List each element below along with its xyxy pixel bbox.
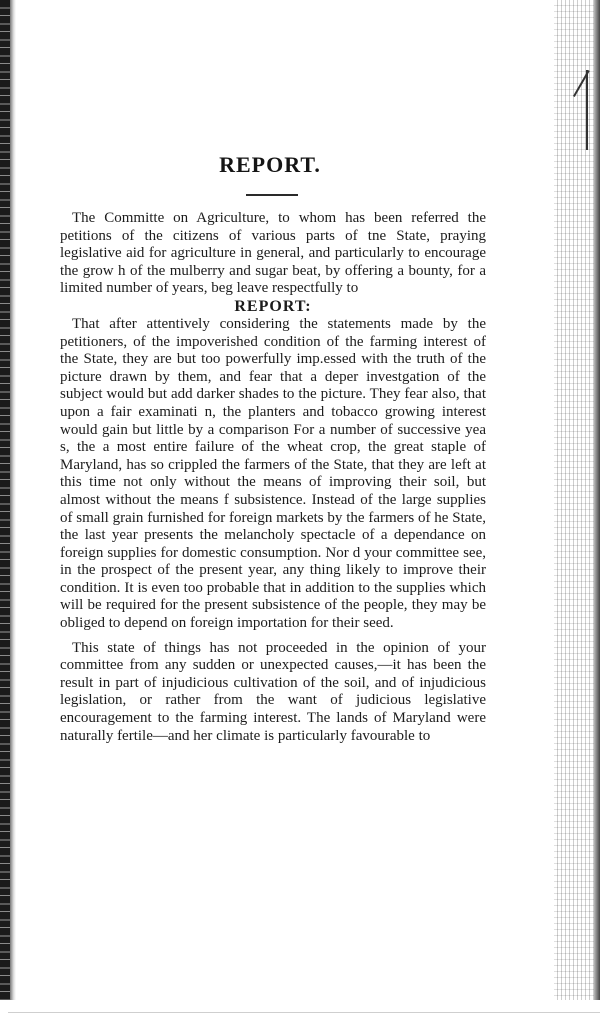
report-subheading: REPORT:: [234, 297, 312, 315]
title-rule: [246, 194, 298, 196]
scan-border: [594, 0, 600, 1000]
binding-edge: [0, 0, 10, 1000]
report-body: [60, 210, 486, 745]
intro-paragraph: The Committe on Agriculture, to whom has been referred the petitions of the citizens of various parts of tne State, praying legislative aid for agriculture in general, and particularly to encourage the grow h of the mulberry and sugar beat, by offering a bounty, for a limited number of years, beg leave respectfully to: [60, 210, 486, 297]
body-paragraph-2: This state of things has not proceeded in the opinion of your committee from any sudden or unexpected causes,—it has been the result in part of injudicious cultivation of the soil, and of injudicious legislation, or rather from the want of judicious legislative encouragement to the farming interest. The lands of Maryland were naturally fertile—and her climate is particularly favourable to: [60, 639, 486, 744]
margin-mark: [564, 70, 588, 150]
binding-shadow: [10, 0, 16, 1000]
scan-bottom-edge: [8, 1012, 600, 1013]
page-title: REPORT.: [219, 152, 321, 177]
body-paragraph-1: That after attentively considering the statements made by the petitioners, of the impoverished condition of the farming interest of the State, they are but too powerfully imp.essed with the truth of the picture drawn by them, and fear that a deper investgation of the subject would but add darker shades to the picture. They fear also, that upon a fair examinati n, the planters and tobacco growing interest would gain but little by a comparison For a number of successive yea s, the a most entire failure of the wheat crop, the great staple of Maryland, has so crippled the farmers of the State, that they are left at this time not only without the means of improving their soil, but almost without the means f subsistence. Instead of the large supplies of small grain furnished for foreign markets by the farmers of he State, the last year presents the melancholy spectacle of a dependance on foreign supplies for domestic consumption. Nor d your committee see, in the prospect of the present year, any thing likely to improve their condition. It is even too probable that in addition to the supplies which will be required for the present subsistence of the people, they may be obliged to depend on foreign importation for their seed.: [60, 315, 486, 632]
